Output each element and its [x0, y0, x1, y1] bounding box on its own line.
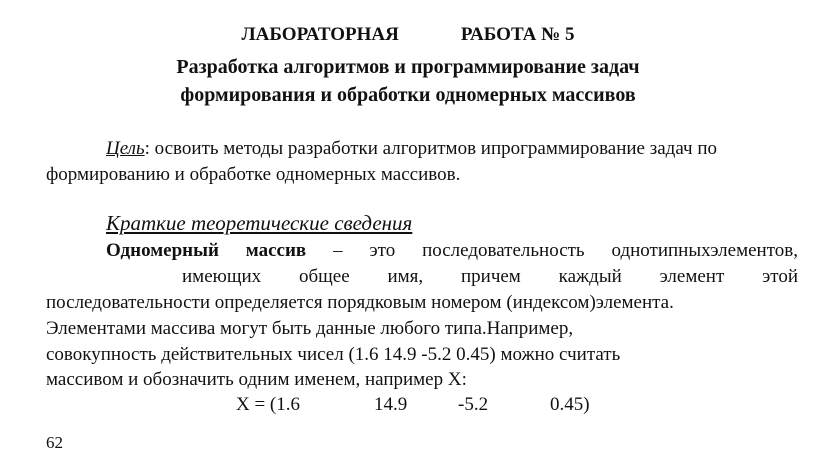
definition-line-6: массивом и обозначить одним именем, например X:	[46, 369, 467, 390]
definition-line-2: имеющих общее имя, причем каждый элемент этой	[182, 266, 798, 287]
section-title: Краткие теоретические сведения	[106, 211, 413, 235]
goal-label: Цель	[106, 138, 145, 159]
title-line-2: формирования и обработки одномерных массивов	[180, 84, 636, 106]
goal-line-2: формированию и обработке одномерных массивов.	[46, 164, 461, 185]
formula-value-4: 0.45)	[550, 394, 590, 415]
definition-text: – это последовательность однотипныхэлементов,	[306, 240, 798, 261]
definition-line-4: Элементами массива могут быть данные любого типа.Например,	[46, 318, 574, 339]
definition-line-3: последовательности определяется порядковым номером (индексом)элемента.	[46, 292, 674, 313]
title-line-1: Разработка алгоритмов и программирование задач	[176, 56, 640, 78]
goal-text: : освоить методы разработки алгоритмов ипрограммирование задач по	[144, 138, 717, 159]
definition-term: Одномерный массив	[106, 240, 307, 261]
work-number: РАБОТА № 5	[460, 24, 575, 45]
definition-line-1	[106, 240, 798, 262]
lab-word: ЛАБОРАТОРНАЯ	[241, 24, 399, 45]
lab-heading	[0, 24, 816, 46]
array-formula	[236, 394, 590, 416]
formula-value-3: -5.2	[458, 394, 489, 415]
goal-line-1	[106, 138, 717, 160]
formula-value-2: 14.9	[374, 394, 408, 415]
page-number: 62	[46, 433, 63, 452]
formula-lhs: X = (1.6	[236, 394, 301, 415]
definition-line-5: совокупность действительных чисел (1.6 14.9 -5.2 0.45) можно считать	[46, 344, 621, 365]
